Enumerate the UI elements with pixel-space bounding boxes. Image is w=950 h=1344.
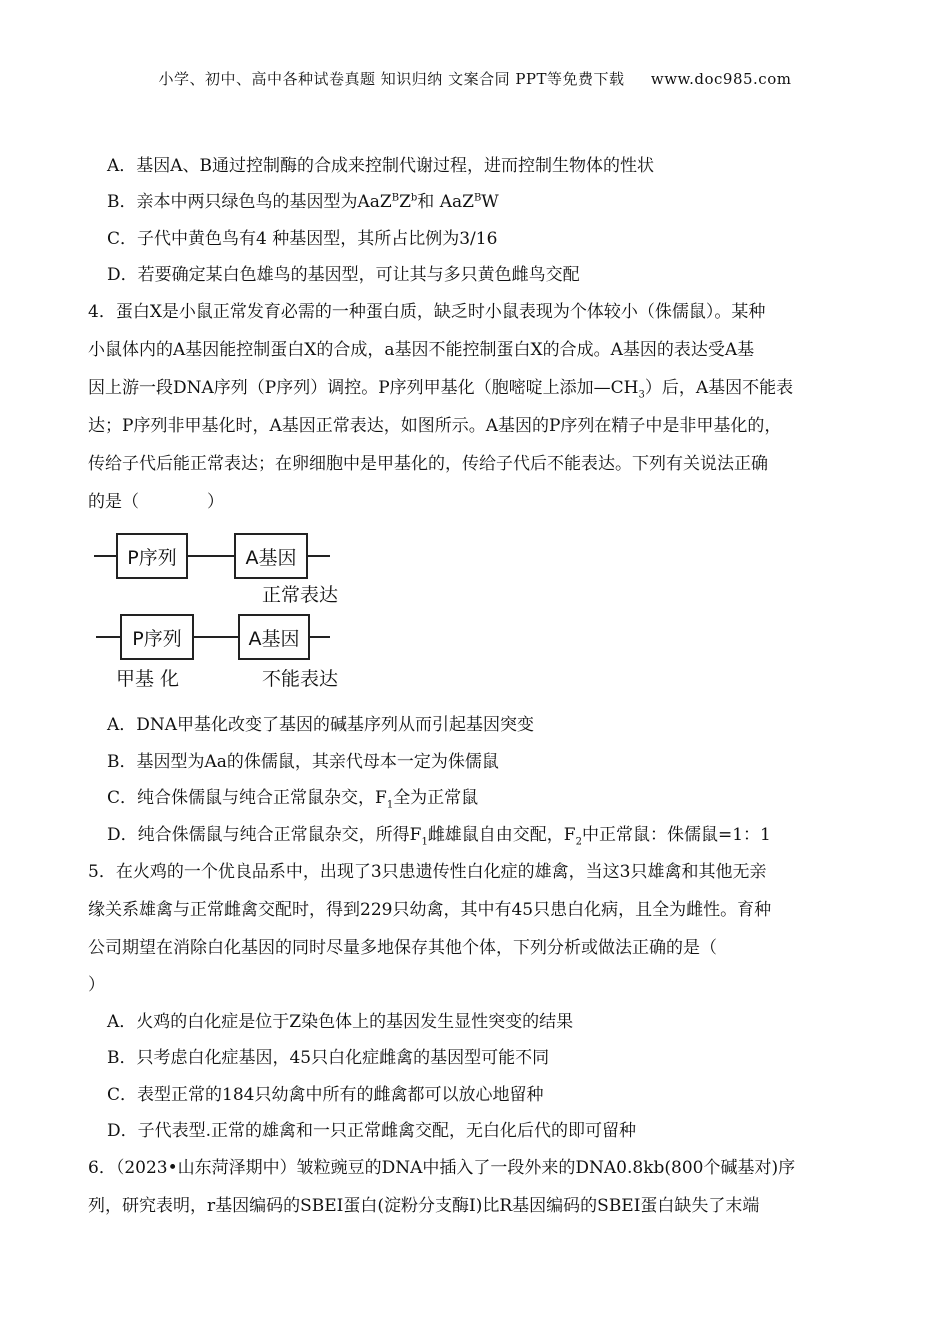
q5-option-d: D．子代表型.正常的雄禽和一只正常雌禽交配，无白化后代的即可留种: [107, 1121, 637, 1141]
label-cannot-express: 不能表达: [262, 668, 339, 690]
q5-stem-line-4: ）: [88, 975, 105, 995]
q6-stem-line-1: 6．（2023•山东菏泽期中）皱粒豌豆的DNA中插入了一段外来的DNA0.8kb(800个碱基对)序: [88, 1158, 796, 1178]
q5-stem-line-2: 缘关系雄禽与正常雌禽交配时，得到229只幼禽，其中有45只患白化病，且全为雌性。育种: [88, 900, 772, 920]
p-sequence-box-2: P序列: [120, 614, 194, 660]
q4-stem-line-6: 的是（ ）: [88, 492, 224, 512]
dna-strand-right-1: [308, 555, 330, 557]
q4-option-b: B．基因型为Aa的侏儒鼠，其亲代母本一定为侏儒鼠: [107, 752, 499, 772]
dna-strand-left-1: [94, 555, 118, 557]
q5-option-c: C．表型正常的184只幼禽中所有的雌禽都可以放心地留种: [107, 1085, 544, 1105]
label-methylated: 甲基 化: [116, 668, 180, 690]
dna-strand-right-2: [310, 636, 330, 638]
q6-stem-line-2: 列，研究表明，r基因编码的SBEI蛋白(淀粉分支酶I)比R基因编码的SBEI蛋白缺失了末端: [88, 1196, 760, 1216]
q4-stem-line-4: 达；P序列非甲基化时，A基因正常表达，如图所示。A基因的P序列在精子中是非甲基化的，: [88, 416, 782, 436]
q3-option-c: C．子代中黄色鸟有4 种基因型，其所占比例为3/16: [107, 229, 498, 249]
q5-stem-line-3: 公司期望在消除白化基因的同时尽量多地保存其他个体，下列分析或做法正确的是（: [88, 938, 717, 958]
label-normal-expression: 正常表达: [262, 584, 339, 606]
q5-option-b: B．只考虑白化症基因，45只白化症雌禽的基因型可能不同: [107, 1048, 550, 1068]
dna-strand-mid-2: [194, 636, 240, 638]
q5-option-a: A．火鸡的白化症是位于Z染色体上的基因发生显性突变的结果: [107, 1012, 574, 1032]
q3-option-d: D．若要确定某白色雄鸟的基因型，可让其与多只黄色雌鸟交配: [107, 265, 580, 285]
dna-strand-mid-1: [188, 555, 236, 557]
q4-option-c: C．纯合侏儒鼠与纯合正常鼠杂交，$F_1$全为正常鼠: [107, 788, 479, 811]
a-gene-box-1: A基因: [234, 533, 308, 579]
q4-stem-line-3: 因上游一段DNA序列（P序列）调控。P序列甲基化（胞嘧啶上添加$—CH_3$）后，A基因不能表: [88, 378, 794, 401]
q4-stem-line-2: 小鼠体内的A基因能控制蛋白X的合成，a基因不能控制蛋白X的合成。A基因的表达受A基: [88, 340, 755, 360]
p-sequence-box-1: P序列: [116, 533, 188, 579]
q3-option-a: A．基因A、B通过控制酶的合成来控制代谢过程，进而控制生物体的性状: [107, 156, 655, 176]
dna-strand-left-2: [96, 636, 122, 638]
q5-stem-line-1: 5．在火鸡的一个优良品系中，出现了3只患遗传性白化症的雄禽，当这3只雄禽和其他无亲: [88, 862, 767, 882]
q4-stem-line-5: 传给子代后能正常表达；在卵细胞中是甲基化的，传给子代后不能表达。下列有关说法正确: [88, 454, 768, 474]
page-header: 小学、初中、高中各种试卷真题 知识归纳 文案合同 PPT等免费下载 www.doc985.com: [158, 70, 792, 88]
q4-stem-line-1: 4．蛋白X是小鼠正常发育必需的一种蛋白质，缺乏时小鼠表现为个体较小（侏儒鼠）。某种: [88, 302, 766, 322]
q3-option-b: B．亲本中两只绿色鸟的基因型为$AaZ^BZ^b$和 AaZ$^B$W: [107, 192, 499, 212]
a-gene-box-2: A基因: [238, 614, 310, 660]
q4-option-a: A．DNA甲基化改变了基因的碱基序列从而引起基因突变: [107, 715, 535, 735]
q4-option-d: D．纯合侏儒鼠与纯合正常鼠杂交，所得$F_1$雌雄鼠自由交配，$F_2$中正常鼠：侏儒鼠=1：1: [107, 825, 771, 848]
